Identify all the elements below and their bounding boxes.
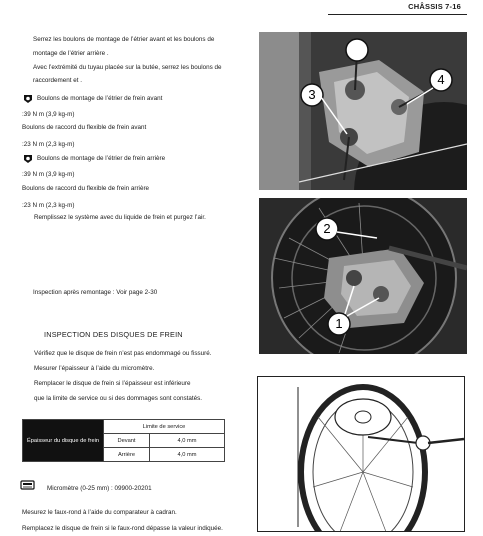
rear-caliper-torque: :39 N m (3,9 kg-m): [22, 171, 75, 178]
torque-wrench-icon: [23, 94, 33, 104]
service-limit-table: [22, 419, 225, 462]
callout-2: 2: [323, 221, 331, 236]
rear-hose-bolts-label: Boulons de raccord du flexible de frein arrière: [22, 185, 150, 192]
text-line-4: raccordement et .: [33, 77, 82, 84]
rear-caliper-photo: [259, 198, 467, 354]
table-cell-value: 4,0 mm: [150, 448, 225, 462]
front-caliper-bolts-label: Boulons de montage de l’étrier de frein avant: [37, 95, 163, 102]
inspection-after-note: Inspection après remontage : Voir page 2-30: [33, 289, 158, 296]
micrometer-spec: Micromètre (0-25 mm) : 09900-20201: [47, 485, 152, 492]
front-hose-bolts-label: Boulons de raccord du flexible de frein avant: [22, 124, 147, 131]
refill-instruction: Remplissez le système avec du liquide de frein et purgez l’air.: [34, 214, 206, 221]
header-rule: [328, 14, 467, 15]
check-line-3: Remplacer le disque de frein si l’épaisseur est inférieure: [34, 380, 191, 387]
callout-4: 4: [437, 72, 445, 87]
callout-1: 1: [335, 316, 343, 331]
check-line-1: Vérifiez que le disque de frein n’est pas endommagé ou fissuré.: [34, 350, 212, 357]
table-row-label: Épaisseur du disque de frein: [23, 420, 104, 462]
front-caliper-photo: [259, 32, 467, 190]
callout-3: 3: [308, 87, 316, 102]
runout-line-2: Remplacez le disque de frein si le faux-rond dépasse la valeur indiquée.: [22, 525, 223, 532]
check-line-4: que la limite de service ou si des dommages sont constatés.: [34, 395, 203, 402]
table-cell-position: Arrière: [104, 448, 150, 462]
table-header: Limite de service: [104, 420, 225, 434]
check-line-2: Mesurer l’épaisseur à l’aide du micromètre.: [34, 365, 155, 372]
page-header-title: CHÂSSIS 7-16: [408, 2, 461, 11]
table-cell-value: 4,0 mm: [150, 434, 225, 448]
text-line-1: Serrez les boulons de montage de l’étrier avant et les boulons de: [33, 36, 215, 43]
runout-line-1: Mesurez le faux-rond à l’aide du comparateur à cadran.: [22, 509, 177, 516]
dial-gauge-illustration: [257, 376, 465, 532]
table-cell-position: Devant: [104, 434, 150, 448]
torque-wrench-icon: [23, 154, 33, 164]
front-hose-torque: :23 N m (2,3 kg-m): [22, 141, 75, 148]
front-caliper-torque: :39 N m (3,9 kg-m): [22, 111, 75, 118]
rear-caliper-bolts-label: Boulons de montage de l’étrier de frein arrière: [37, 155, 166, 162]
text-line-2: montage de l’étrier arrière .: [33, 50, 109, 57]
micrometer-tool-icon: [20, 479, 35, 491]
section-title: INSPECTION DES DISQUES DE FREIN: [44, 330, 183, 339]
text-line-3: Avec l’extrémité du tuyau placée sur la butée, serrez les boulons de: [33, 64, 222, 71]
rear-hose-torque: :23 N m (2,3 kg-m): [22, 202, 75, 209]
